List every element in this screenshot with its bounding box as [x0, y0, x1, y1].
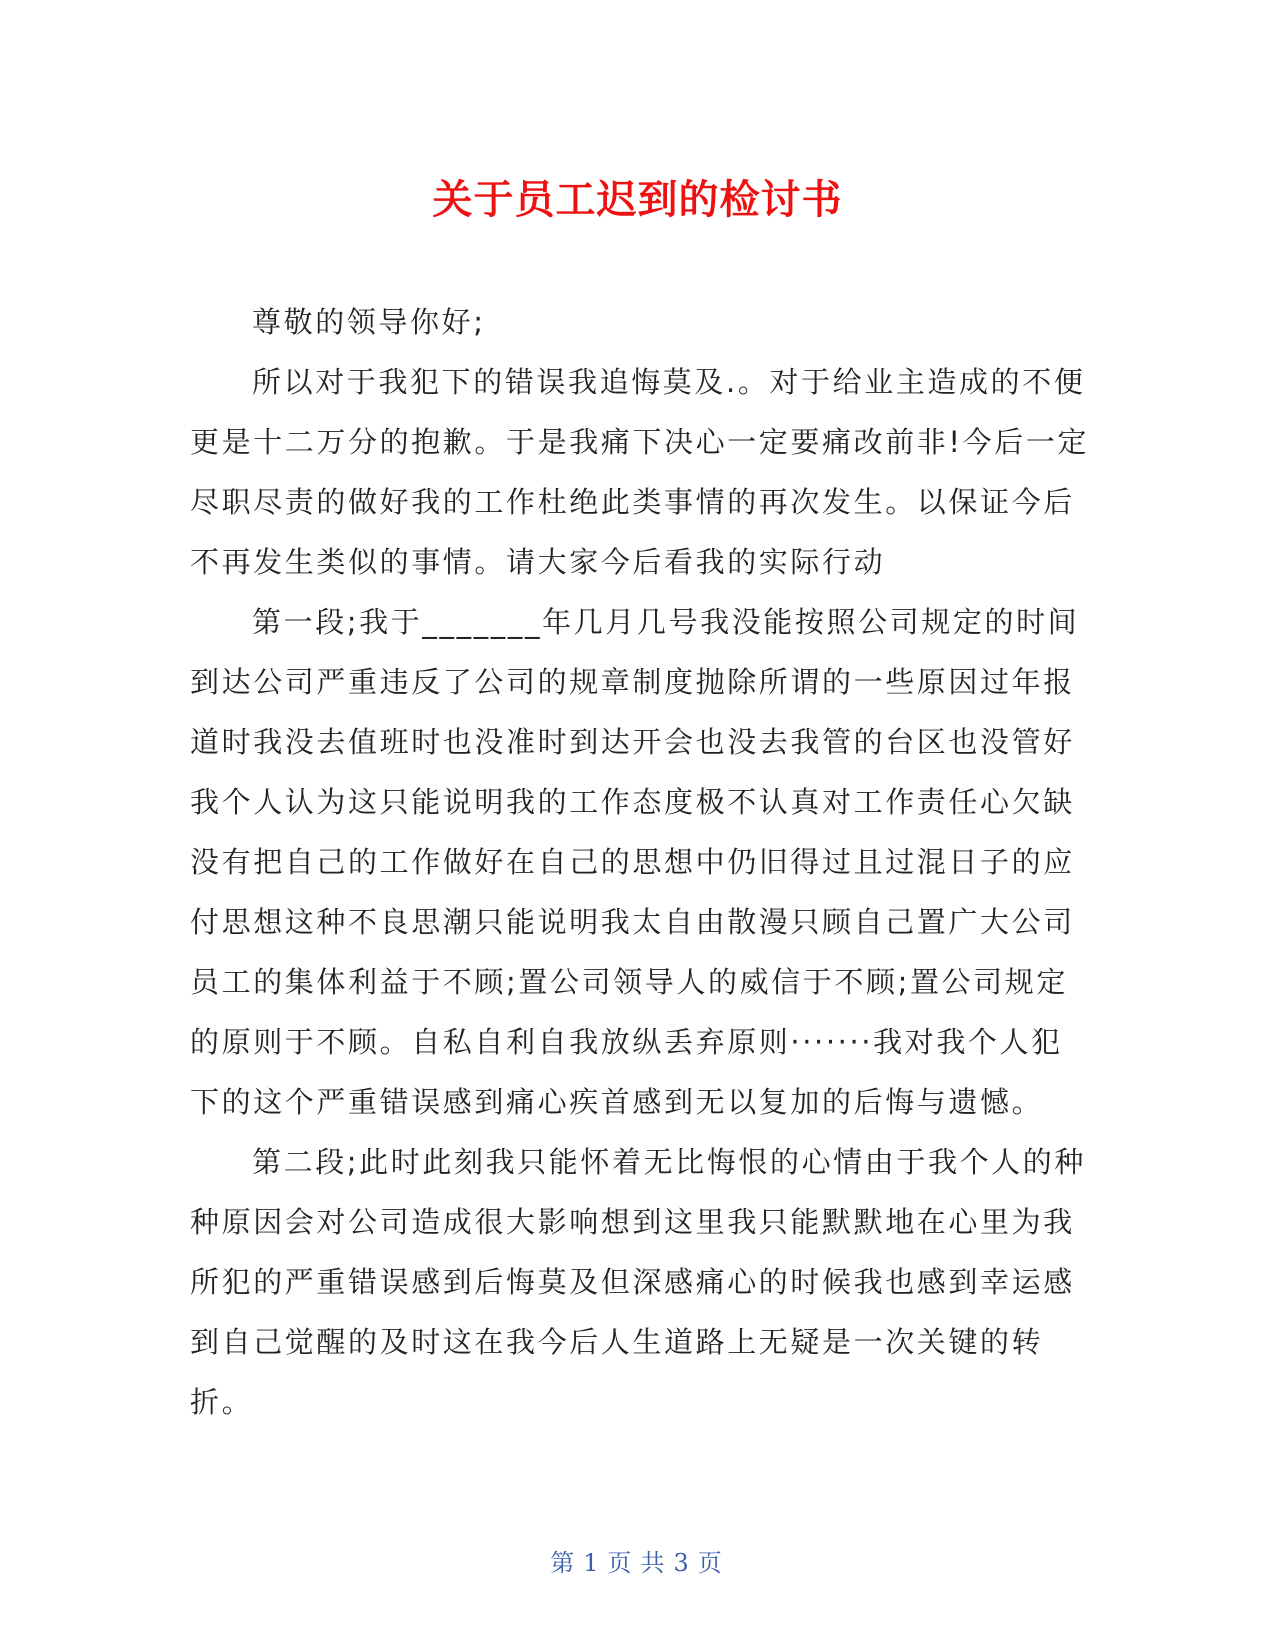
- document-body: [190, 292, 1090, 1432]
- footer-total-pages: 3: [673, 1549, 692, 1577]
- page-number-footer: [0, 1543, 1275, 1578]
- greeting-paragraph: 尊敬的领导你好;: [252, 305, 486, 339]
- document-title: 关于员工迟到的检讨书: [432, 177, 843, 223]
- footer-total-word: 共: [640, 1549, 668, 1577]
- section-one-paragraph: 第一段;我于_______年几月几号我没能按照公司规定的时间到达公司严重违反了公司的规章制度抛除所谓的一些原因过年报道时我没去值班时也没准时到达开会也没去我管的台区也没管好我个人认为这只能说明我的工作态度极不认真对工作责任心欠缺没有把自己的工作做好在自己的思想中仍旧得过且过混日子的应付思想这种不良思潮只能说明我太自由散漫只顾自己置广大公司员工的集体利益于不顾;置公司领导人的威信于不顾;置公司规定的原则于不顾。自私自利自我放纵丢弃原则·······我对我个人犯下的这个严重错误感到痛心疾首感到无以复加的后悔与遗憾。: [190, 605, 1080, 1119]
- section-two-paragraph: 第二段;此时此刻我只能怀着无比悔恨的心情由于我个人的种种原因会对公司造成很大影响想到这里我只能默默地在心里为我所犯的严重错误感到后悔莫及但深感痛心的时候我也感到幸运感到自己觉醒的及时这在我今后人生道路上无疑是一次关键的转折。: [190, 1145, 1086, 1419]
- apology-paragraph: 所以对于我犯下的错误我追悔莫及.。对于给业主造成的不便更是十二万分的抱歉。于是我痛下决心一定要痛改前非!今后一定尽职尽责的做好我的工作杜绝此类事情的再次发生。以保证今后不再发生类似的事情。请大家今后看我的实际行动: [190, 365, 1090, 579]
- footer-current-page: 1: [583, 1549, 602, 1577]
- footer-prefix: 第: [550, 1549, 578, 1577]
- footer-page-word: 页: [607, 1549, 635, 1577]
- footer-suffix: 页: [697, 1549, 725, 1577]
